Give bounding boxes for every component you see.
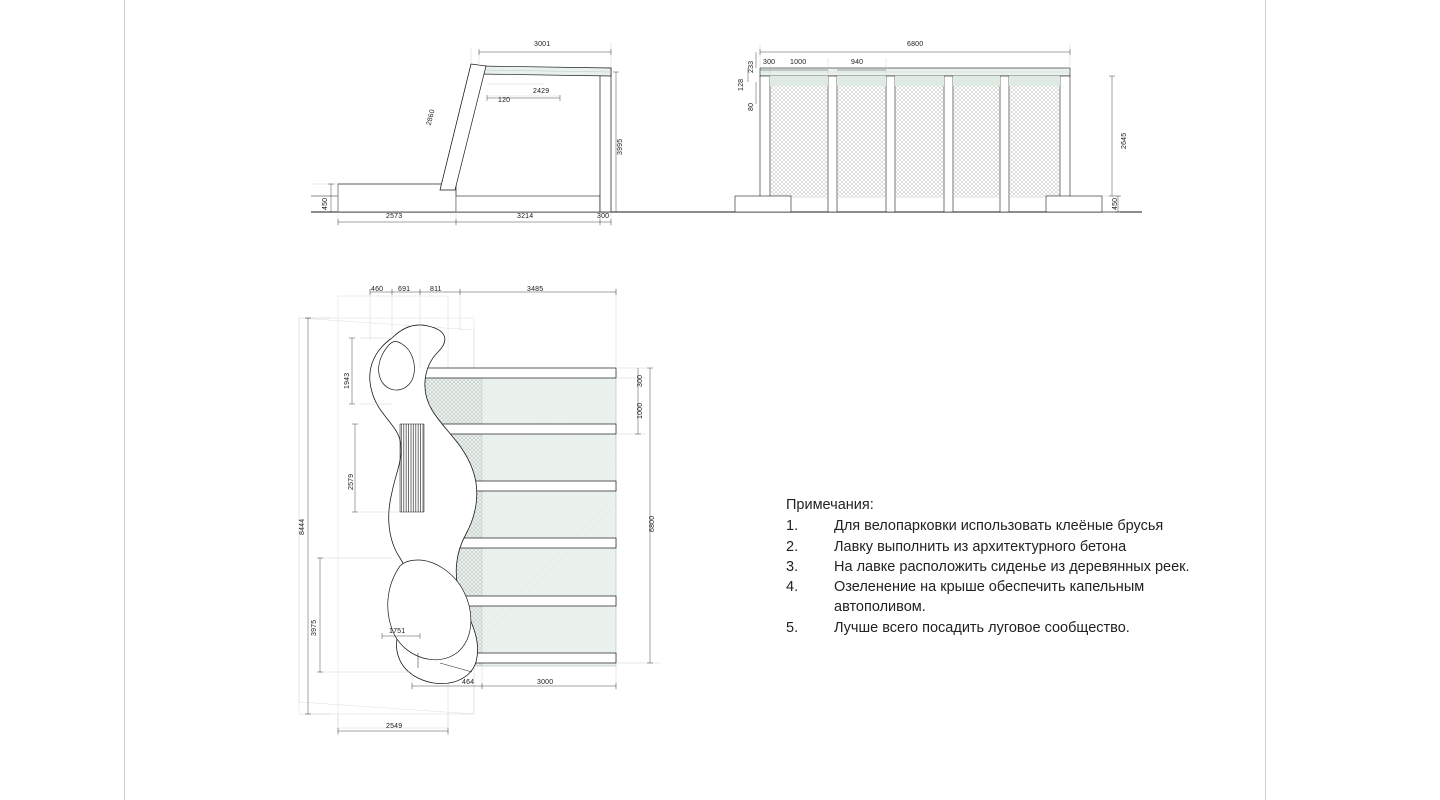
dim-plan-1943: 1943	[344, 372, 351, 389]
dim-front-roof-80: 80	[748, 102, 755, 111]
dim-front-base-450: 450	[1112, 197, 1119, 210]
dim-plan-1000: 1000	[637, 402, 644, 419]
notes-title: Примечания:	[786, 497, 874, 513]
dim-side-base-mid: 3214	[517, 213, 534, 220]
dim-plan-464: 464	[462, 679, 475, 686]
note-number: 1.	[786, 518, 799, 535]
dim-plan-1751: 1751	[389, 628, 406, 635]
dim-side-base-left: 2573	[386, 213, 403, 220]
dim-front-bay-1000: 1000	[790, 59, 807, 66]
note-number: 4.	[786, 579, 799, 596]
dim-plan-3975: 3975	[311, 619, 318, 636]
note-number: 3.	[786, 558, 799, 575]
dim-plan-460: 460	[371, 286, 384, 293]
dim-plan-811: 811	[430, 286, 442, 293]
dim-front-bay-940: 940	[851, 59, 864, 66]
dim-front-roof-233: 233	[748, 60, 755, 73]
note-text: На лавке расположить сиденье из деревянных реек.	[834, 558, 1190, 575]
dim-side-strut-length: 2860	[425, 108, 437, 127]
dim-plan-300: 300	[637, 374, 644, 387]
dim-plan-691: 691	[398, 286, 411, 293]
note-item-1	[786, 516, 1226, 536]
dim-front-roof-128: 128	[738, 78, 745, 91]
dim-plan-2549: 2549	[386, 723, 403, 730]
note-number: 2.	[786, 538, 799, 555]
note-text: Для велопарковки использовать клеёные брусья	[834, 518, 1164, 535]
dim-plan-3485: 3485	[527, 286, 544, 293]
note-text: Лучше всего посадить луговое сообщество.	[834, 619, 1130, 636]
dim-plan-2579: 2579	[348, 473, 355, 490]
notes-block	[786, 495, 1226, 638]
note-text: Лавку выполнить из архитектурного бетона	[834, 538, 1127, 555]
dim-plan-6800: 6800	[649, 515, 656, 532]
dim-side-roof-inner: 2429	[533, 88, 550, 95]
dim-plan-3000: 3000	[537, 679, 554, 686]
dim-front-edge-300: 300	[763, 59, 776, 66]
dim-front-total-width: 6800	[907, 41, 924, 48]
note-item-5	[786, 618, 1226, 638]
dim-side-roof-thickness: 120	[498, 97, 511, 104]
note-text: Озеленение на крыше обеспечить капельным автополивом.	[834, 579, 1145, 616]
dim-plan-8444: 8444	[299, 518, 306, 535]
dim-side-top-width: 3001	[534, 41, 551, 48]
dim-side-column-height: 3995	[617, 138, 624, 155]
dim-side-base-height: 450	[322, 197, 329, 210]
note-item-2	[786, 537, 1226, 557]
dim-front-height-2645: 2645	[1121, 132, 1128, 149]
note-number: 5.	[786, 619, 799, 636]
note-item-3	[786, 557, 1226, 577]
dim-side-base-right: 300	[597, 213, 610, 220]
note-item-4	[786, 577, 1226, 618]
